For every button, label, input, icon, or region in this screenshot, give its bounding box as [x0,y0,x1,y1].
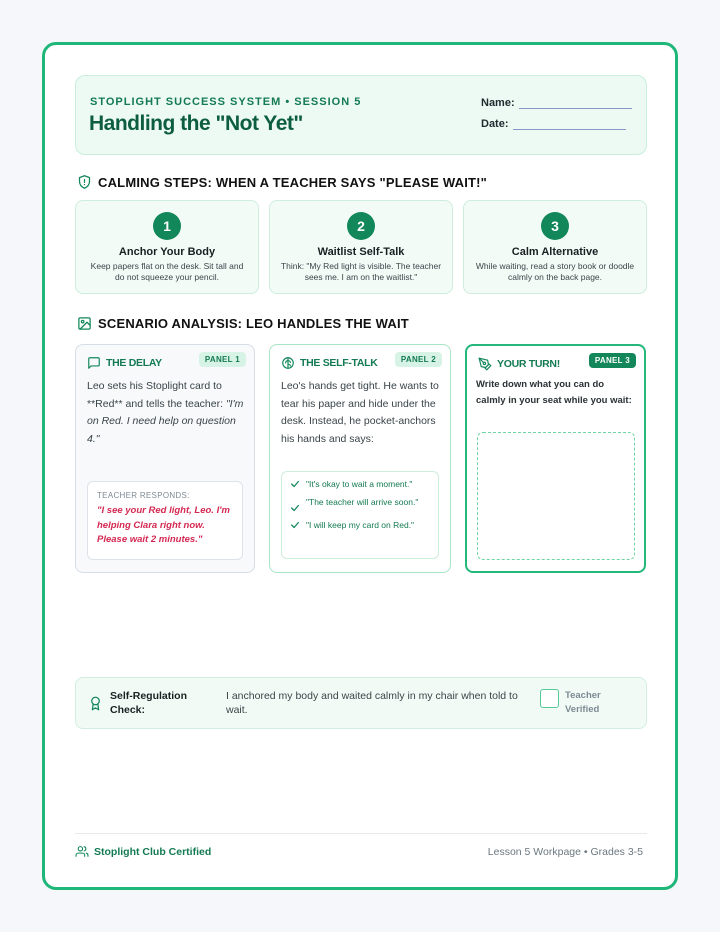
panel-heading-text: THE SELF-TALK [300,357,378,369]
step-description: While waiting, read a story book or doodle calmly on the back page. [475,261,635,282]
worksheet-page [42,42,678,890]
teacher-response-quote: "I see your Red light, Leo. I'm helping Clara right now. Please wait 2 minutes." [97,505,230,545]
writing-prompt: Write down what you can do calmly in your seat while you wait: [476,379,632,406]
step-title: Waitlist Self-Talk [317,246,405,258]
check-icon [290,503,300,513]
step-title: Calm Alternative [511,246,599,258]
panel-the-delay [75,344,255,573]
panel-badge: PANEL 1 [199,352,246,367]
step-number: 2 [347,212,375,240]
speech-bubble-icon [87,356,101,370]
panel-your-turn [465,344,646,573]
step-title: Anchor Your Body [118,246,216,258]
name-label: Name: [481,97,515,109]
teacher-verified-checkbox[interactable] [540,689,559,708]
panel-heading [478,357,560,371]
self-talk-item: "The teacher will arrive soon." [306,497,419,507]
session-kicker: STOPLIGHT SUCCESS SYSTEM • SESSION 5 [90,96,362,108]
date-line[interactable] [513,120,626,130]
name-line[interactable] [519,99,632,109]
check-icon [290,520,300,530]
step-card-3 [463,200,647,294]
step-description: Think: "My Red light is visible. The teacher sees me. I am on the waitlist." [280,261,442,282]
panel-heading [281,356,378,370]
self-talk-item: "I will keep my card on Red." [306,520,415,530]
panel-heading [87,356,162,370]
panel-heading-text: YOUR TURN! [497,358,560,370]
award-ribbon-icon [88,695,103,712]
self-check-statement: I anchored my body and waited calmly in my chair when told to wait. [226,690,518,716]
panel-badge: PANEL 2 [395,352,442,367]
date-field[interactable] [481,118,626,130]
step-card-1 [75,200,259,294]
panel-badge: PANEL 3 [589,353,636,368]
name-field[interactable] [481,97,632,109]
teacher-response-box [87,481,243,560]
panel-story-text: Leo's hands get tight. He wants to tear his paper and hide under the desk. Instead, he pocket-anchors his hands and says: [281,380,439,445]
self-regulation-check [75,677,647,729]
shield-icon [77,174,92,190]
self-talk-list [281,471,439,559]
footer-divider [75,833,647,834]
story-text-b: "I'm on Red. I need help on question 4." [87,397,244,445]
header-banner [75,75,647,155]
list-item [290,496,430,513]
step-description: Keep papers flat on the desk. Sit tall and do not squeeze your pencil. [90,261,244,282]
step-number: 1 [153,212,181,240]
footer-lesson-info: Lesson 5 Workpage • Grades 3-5 [487,846,643,858]
list-item [290,478,430,490]
step-number: 3 [541,212,569,240]
panel-story-text [87,378,247,448]
step-card-2 [269,200,453,294]
panel-heading-text: THE DELAY [106,357,162,369]
self-check-label: Self-Regulation Check: [110,690,188,716]
footer-left-text: Stoplight Club Certified [94,845,212,858]
page-title: Handling the "Not Yet" [89,112,303,135]
teacher-verified-label: Teacher Verified [565,690,601,715]
check-icon [290,479,300,489]
calming-steps-heading [77,174,487,190]
list-item [290,519,430,531]
footer-certification [75,845,211,858]
users-icon [75,845,89,858]
scenario-heading [77,316,409,331]
answer-write-area[interactable] [477,432,635,560]
date-label: Date: [481,118,509,130]
image-icon [77,316,92,331]
teacher-responds-label: TEACHER RESPONDS: [97,491,190,500]
brain-icon [281,356,295,370]
panel-the-self-talk [269,344,451,573]
calming-steps-title: CALMING STEPS: WHEN A TEACHER SAYS "PLEASE WAIT!" [98,174,488,190]
self-talk-item: "It's okay to wait a moment." [306,479,413,489]
scenario-title: SCENARIO ANALYSIS: LEO HANDLES THE WAIT [98,316,409,331]
story-text-a: Leo sets his Stoplight card to **Red** and tells the teacher: [87,380,224,410]
pen-icon [478,357,492,371]
